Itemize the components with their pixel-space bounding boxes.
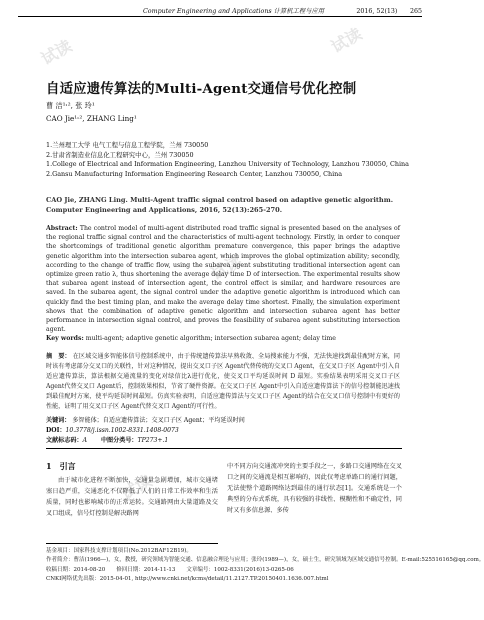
watermark: 试读 [117,471,156,504]
running-header [18,4,422,17]
affiliation-line: 1.兰州理工大学 电气工程与信息工程学院，兰州 730050 [46,141,209,149]
abstract-cn-text: 在区域交通多智能体信号控制系统中，由于传统遗传算法早熟收敛、全局搜索能力不强，无法快速找到最佳配时方案，同时该有考虑部分交叉口的关联性，针对这种情况，提出交叉口子区 Agent代替传统的交叉口 Agent，在交叉口子区 Agent中引入自适应遗传算法，算法根据交通流量的变化对绿信比λ进行优化，使交叉口平均延误时间 D 最短。实验结果表明采用交叉口子区 Agent代替交叉口 Agent后，控制效果相似，节省了硬件资源。在交叉口子区 Agent中引入自适应遗传算法下的信号控制能迅速找到最佳配时方案，使平均延误时间最短。仿真实验表明，自适应遗传算法与交叉口子区 Agent的结合在交叉口信号控制中有更好的性能，证明了用交叉口子区 Agent代替交叉口 Agent的可行性。 [46,353,401,410]
intro-left-column: 由于城市化进程不断加快，交通量急剧增加，城市交通堵塞日趋严重，交通恶化不仅降低了人们的日常工作效率和生活质量，同时也影响城市的正常运转。交通路网由大量道路及交叉口组成，信号灯控制是解决路网 [46,477,218,517]
keywords-english [46,334,400,343]
authors-chinese: 曹 洁¹˒², 张 玲¹ [46,101,95,110]
page-info: 2016, 52(13) 265 [356,8,422,15]
document-info [46,426,402,435]
keywords-text: multi-agent; adaptive genetic algorithm; intersection subarea agent; delay time [85,335,336,342]
section-heading: 1 引言 [46,461,76,471]
abstract-label: Abstract: [46,225,78,232]
keywords-chinese [46,416,245,426]
affiliation-line: 1.College of Electrical and Information Engineering, Lanzhou University of Technology, Lanzhou 730050, China [46,160,409,169]
keywords-label: Key words: [46,335,84,342]
authors-english: CAO Jie¹˒², ZHANG Ling¹ [46,114,137,123]
abstract-english [46,224,400,334]
keywords-cn-text: 多智能体；自适应遗传算法；交叉口子区 Agent；平均延误时间 [72,417,245,424]
journal-name: Computer Engineering and Applications 计算机工程与应用 [142,8,324,15]
classification-info [46,436,402,445]
keywords-cn-label: 关键词： [46,417,71,424]
section-divider [46,448,402,449]
footnote-author-bio: 作者简介：曹洁(1966—)，女，教授，研究领域为智能交通、信息融合理论与应用；张玲(1989—)，女，硕士生，研究领域为区域交通信号控制。E-mail:525516165@qq.com。 [46,557,484,564]
header-rule [18,16,422,17]
citation: CAO Jie, ZHANG Ling. Multi-Agent traffic signal control based on adaptive genetic algorithm. Computer Engineering and Applications, 2016, 52(13):265-270. [46,196,393,214]
footnotes [46,547,484,585]
watermark: 试读 [327,24,366,57]
footnote-rule [46,543,218,544]
watermark: 试读 [37,36,76,69]
abstract-cn-label: 摘 要： [46,353,71,360]
doi-value: 10.3778/j.issn.1002-8331.1408-0073 [65,427,179,434]
class-label: 中图分类号： [100,437,138,444]
footnote-cnki: CNKI网络优先出版：2015-04-01, http://www.cnki.net/kcms/detail/11.2127.TP.20150401.1636.007.html [46,576,329,583]
doi-label: DOI： [46,427,66,434]
intro-right-column: 中不同方向交通流冲突的主要手段之一，多路口交通网络在交叉口之间的交通流是相互影响的，因此仅考虑单路口的通行问题，无法使整个道路网络达到最佳的通行状态[1]。交通系统是一个典型的分布式系统，具有较强的非线性、模糊性和不确定性，同时又有多信息源、多传 [227,463,402,514]
code-label: 文献标志码： [46,437,83,444]
paper-title: 自适应遗传算法的Multi-Agent交通信号优化控制 [46,81,357,97]
affiliation-line: 2.Gansu Manufacturing Information Engineering Research Center, Lanzhou 730050, China [46,170,343,179]
abstract-text: The control model of multi-agent distributed road traffic signal is presented based on the analyses of the regional traffic signal control and the characteristics of multi-agent technology. Firstly, in order to conquer the shortcomings of traditional genetic algorithm premature convergence, this paper brings the adaptive genetic algorithm into the intersection subarea agent, which improves the global optimization ability; secondly, according to the change of traffic flow, using the subarea agent substituting traditional intersection agent can optimize green ratio λ, thus shortening the average delay time D of intersection. The experimental results show that subarea agent instead of intersection agent, the control effect is similar, and hardware resources are saved. In the subarea agent, the signal control under the adaptive genetic algorithm is introduced which can quickly find the best timing plan, and make the average delay time shortest. Finally, the simulation experiment shows that the combination of adaptive genetic algorithm and intersection subarea agent has better performance in intersection signal control, and proves the feasibility of subarea agent substituting intersection agent. [46,225,400,334]
abstract-chinese [46,352,400,411]
watermark: 试读 [207,251,246,284]
code-value: A [82,437,87,444]
class-value: TP273+.1 [137,437,169,444]
footnote-dates: 收稿日期：2014-08-20 修回日期：2014-11-13 文章编号：1002-8331(2016)13-0265-06 [46,566,294,573]
footnote-funding: 基金项目：国家科技支撑计划项目(No.2012BAF12B19)。 [46,548,192,554]
affiliation-line: 2.甘肃省制造业信息化工程研究中心，兰州 730050 [46,150,194,159]
affiliations [46,141,409,180]
